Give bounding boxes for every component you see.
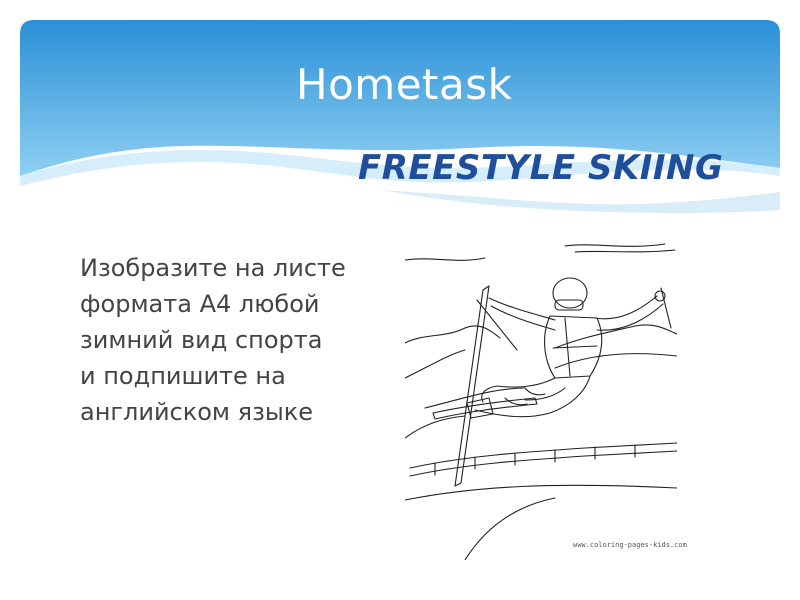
slide-title: Hometask bbox=[296, 60, 513, 109]
freestyle-skier-illustration bbox=[405, 238, 677, 560]
illustration-watermark: www.coloring-pages-kids.com bbox=[573, 541, 687, 549]
task-text-line: и подпишите на bbox=[80, 362, 286, 390]
task-text-line: формата А4 любой bbox=[80, 290, 320, 318]
header-background bbox=[0, 0, 800, 240]
slide-subtitle: FREESTYLE SKIING bbox=[358, 148, 724, 188]
slide-header-banner bbox=[0, 0, 800, 240]
task-text-line: Изобразите на листе bbox=[80, 254, 346, 282]
task-text-line: английском языке bbox=[80, 398, 314, 426]
skier-line-drawing bbox=[405, 238, 677, 560]
task-text-line: зимний вид спорта bbox=[80, 326, 323, 354]
task-text bbox=[80, 250, 380, 430]
